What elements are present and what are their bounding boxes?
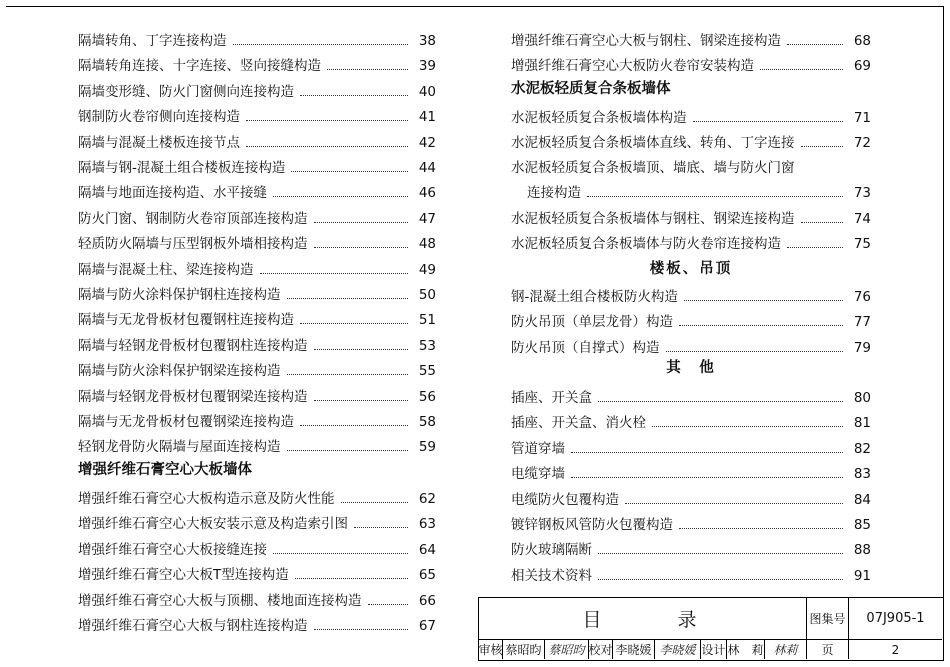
toc-entry (511, 102, 871, 126)
toc-entry (78, 254, 436, 278)
dot-leader (666, 350, 844, 352)
toc-entry-title: 轻钢龙骨防火隔墙与屋面连接构造 (78, 439, 281, 455)
toc-entry-title: 增强纤维石膏空心大板构造示意及防火性能 (78, 491, 335, 507)
page-frame-top (6, 6, 944, 7)
toc-entry-title: 隔墙与无龙骨板材包覆钢梁连接构造 (78, 414, 294, 430)
dot-leader (233, 43, 409, 45)
toc-entry-page: 59 (418, 439, 436, 455)
dot-leader (295, 577, 408, 579)
toc-entry-page: 77 (853, 314, 871, 330)
dot-leader (598, 400, 843, 402)
toc-entry-title: 增强纤维石膏空心大板与顶棚、楼地面连接构造 (78, 593, 362, 609)
dot-leader (587, 195, 843, 197)
toc-entry-page: 66 (418, 593, 436, 609)
dot-leader (354, 526, 408, 528)
toc-entry-title: 插座、开关盒 (511, 390, 592, 406)
toc-entry (511, 407, 871, 431)
toc-entry (78, 152, 436, 176)
toc-entry (78, 534, 436, 558)
dot-leader (300, 424, 408, 426)
title-char-2: 录 (677, 609, 703, 631)
dot-leader (598, 552, 843, 554)
toc-entry-title: 相关技术资料 (511, 568, 592, 584)
toc-entry-page: 50 (418, 287, 436, 303)
check-label: 校对 (589, 640, 613, 659)
toc-entry-page: 71 (853, 110, 871, 126)
toc-entry (78, 127, 436, 151)
toc-entry-title: 隔墙转角连接、十字连接、竖向接缝构造 (78, 58, 321, 74)
dot-leader (287, 449, 409, 451)
dot-leader (598, 578, 843, 580)
toc-entry (78, 50, 436, 74)
toc-entry-page: 63 (418, 516, 436, 532)
toc-entry-title: 增强纤维石膏空心大板T型连接构造 (78, 567, 289, 583)
toc-entry-title: 钢制防火卷帘侧向连接构造 (78, 109, 240, 125)
toc-entry-page: 79 (853, 340, 871, 356)
toc-entry-title: 增强纤维石膏空心大板防火卷帘安装构造 (511, 58, 754, 74)
toc-entry (78, 483, 436, 507)
toc-entry-page: 62 (418, 491, 436, 507)
toc-entry (78, 585, 436, 609)
dot-leader (314, 221, 409, 223)
toc-entry-title: 防火吊顶（自撑式）构造 (511, 340, 660, 356)
toc-entry-title: 增强纤维石膏空心大板接缝连接 (78, 542, 267, 558)
title-block-heading (479, 598, 807, 640)
atlas-number-label: 图集号 (807, 598, 849, 640)
toc-entry (78, 279, 436, 303)
toc-entry (511, 281, 871, 305)
toc-entry-page: 73 (853, 185, 871, 201)
toc-entry-title: 水泥板轻质复合条板墙体构造 (511, 110, 687, 126)
toc-entry (511, 382, 871, 406)
toc-entry (511, 228, 871, 252)
toc-entry (78, 76, 436, 100)
toc-entry-page: 51 (418, 312, 436, 328)
dot-leader (341, 501, 409, 503)
toc-entry-page: 75 (853, 236, 871, 252)
toc-entry (78, 406, 436, 430)
toc-entry-title: 隔墙与地面连接构造、水平接缝 (78, 185, 267, 201)
dot-leader (760, 68, 843, 70)
toc-entry-page: 55 (418, 363, 436, 379)
toc-entry-page: 38 (418, 33, 436, 49)
dot-leader (260, 272, 409, 274)
toc-entry-page: 81 (853, 415, 871, 431)
toc-entry (78, 508, 436, 532)
toc-entry-title: 隔墙变形缝、防火门窗侧向连接构造 (78, 84, 294, 100)
dot-leader (679, 527, 843, 529)
atlas-number-value: 07J905-1 (849, 598, 942, 640)
toc-entry-title: 隔墙与无龙骨板材包覆钢柱连接构造 (78, 312, 294, 328)
toc-entry-page: 72 (853, 135, 871, 151)
toc-entry-page: 82 (853, 441, 871, 457)
design-signature: 林莉 (765, 640, 807, 659)
toc-entry-title: 连接构造 (527, 185, 581, 201)
toc-entry (511, 534, 871, 558)
toc-entry-title: 水泥板轻质复合条板墙体直线、转角、丁字连接 (511, 135, 795, 151)
dot-leader (287, 297, 409, 299)
toc-entry-title: 水泥板轻质复合条板墙体与钢柱、钢梁连接构造 (511, 211, 795, 227)
toc-entry-title: 轻质防火隔墙与压型钢板外墙相接构造 (78, 236, 308, 252)
dot-leader (368, 603, 409, 605)
dot-leader (571, 451, 843, 453)
toc-entry-page: 56 (418, 389, 436, 405)
toc-entry-title: 钢-混凝土组合楼板防火构造 (511, 289, 678, 305)
toc-entry (78, 304, 436, 328)
toc-entry (511, 458, 871, 482)
toc-entry-title: 电缆防火包覆构造 (511, 492, 619, 508)
toc-entry (511, 560, 871, 584)
dot-leader (246, 145, 408, 147)
toc-entry (78, 431, 436, 455)
toc-entry (511, 203, 871, 227)
review-signature: 蔡昭昀 (545, 640, 589, 659)
dot-leader (246, 119, 408, 121)
toc-entry-line (511, 152, 871, 176)
toc-entry-title: 增强纤维石膏空心大板与钢柱连接构造 (78, 618, 308, 634)
page-number: 2 (891, 642, 900, 657)
toc-entry-page: 80 (853, 390, 871, 406)
toc-entry (78, 610, 436, 634)
toc-entry-title: 隔墙与混凝土楼板连接节点 (78, 135, 240, 151)
toc-entry-title: 隔墙与防火涂料保护钢柱连接构造 (78, 287, 281, 303)
dot-leader (652, 425, 843, 427)
toc-entry-page: 67 (418, 618, 436, 634)
toc-entry (511, 509, 871, 533)
toc-entry-title: 隔墙与钢-混凝土组合楼板连接构造 (78, 160, 286, 176)
dot-leader (327, 68, 408, 70)
dot-leader (684, 299, 843, 301)
toc-entry (78, 177, 436, 201)
toc-entry-page: 68 (853, 33, 871, 49)
title-char-1: 目 (582, 609, 608, 631)
dot-leader (571, 476, 843, 478)
dot-leader (693, 120, 844, 122)
dot-leader (679, 324, 843, 326)
toc-entry (78, 203, 436, 227)
toc-entry-title: 管道穿墙 (511, 441, 565, 457)
dot-leader (273, 195, 408, 197)
toc-entry (78, 355, 436, 379)
toc-entry (511, 433, 871, 457)
toc-entry-title: 镀锌钢板风管防火包覆构造 (511, 517, 673, 533)
toc-entry-title: 增强纤维石膏空心大板与钢柱、钢梁连接构造 (511, 33, 781, 49)
toc-entry-page: 39 (418, 58, 436, 74)
toc-entry-page: 91 (853, 568, 871, 584)
dot-leader (801, 145, 844, 147)
dot-leader (291, 170, 408, 172)
dot-leader (300, 322, 408, 324)
dot-leader (787, 43, 843, 45)
dot-leader (273, 552, 408, 554)
toc-entry (511, 332, 871, 356)
toc-entry (511, 484, 871, 508)
review-name: 蔡昭昀 (503, 640, 545, 659)
toc-entry-title: 隔墙与混凝土柱、梁连接构造 (78, 262, 254, 278)
toc-entry-title: 隔墙转角、丁字连接构造 (78, 33, 227, 49)
toc-entry (78, 228, 436, 252)
check-signature: 李晓媛 (655, 640, 701, 659)
toc-entry-page: 53 (418, 338, 436, 354)
dot-leader (787, 246, 843, 248)
toc-entry-page: 65 (418, 567, 436, 583)
toc-entry-page: 44 (418, 160, 436, 176)
toc-entry-title: 水泥板轻质复合条板墙顶、墙底、墙与防火门窗 (511, 160, 795, 176)
toc-entry (511, 306, 871, 330)
toc-entry (78, 25, 436, 49)
toc-entry (511, 25, 871, 49)
toc-entry (78, 559, 436, 583)
dot-leader (801, 221, 844, 223)
toc-entry-page: 47 (418, 211, 436, 227)
toc-entry-title: 增强纤维石膏空心大板安装示意及构造索引图 (78, 516, 348, 532)
toc-entry-page: 74 (853, 211, 871, 227)
toc-entry-title: 防火吊顶（单层龙骨）构造 (511, 314, 673, 330)
dot-leader (314, 348, 409, 350)
toc-entry-page: 40 (418, 84, 436, 100)
review-label: 审核 (479, 640, 503, 659)
toc-entry-title: 隔墙与轻钢龙骨板材包覆钢柱连接构造 (78, 338, 308, 354)
toc-entry (511, 177, 871, 201)
section-heading-fiber-gypsum: 增强纤维石膏空心大板墙体 (78, 462, 252, 478)
toc-entry (511, 127, 871, 151)
design-label: 设计 (701, 640, 727, 659)
dot-leader (314, 399, 409, 401)
toc-entry-title: 水泥板轻质复合条板墙体与防火卷帘连接构造 (511, 236, 781, 252)
toc-entry-title: 防火玻璃隔断 (511, 542, 592, 558)
dot-leader (314, 628, 409, 630)
toc-entry (78, 101, 436, 125)
toc-entry-title: 隔墙与轻钢龙骨板材包覆钢梁连接构造 (78, 389, 308, 405)
toc-entry-page: 88 (853, 542, 871, 558)
toc-entry-page: 85 (853, 517, 871, 533)
section-heading-cement-board: 水泥板轻质复合条板墙体 (511, 81, 671, 97)
page-label: 页 (807, 640, 849, 659)
toc-entry-page: 83 (853, 466, 871, 482)
toc-entry-title: 电缆穿墙 (511, 466, 565, 482)
dot-leader (314, 246, 409, 248)
section-heading-others: 其 他 (666, 360, 716, 376)
toc-entry (78, 381, 436, 405)
title-block (478, 597, 944, 661)
section-heading-floor-ceiling: 楼板、吊顶 (649, 261, 733, 277)
design-name: 林 莉 (727, 640, 765, 659)
page-frame-right (943, 6, 944, 661)
toc-entry-page: 58 (418, 414, 436, 430)
toc-entry (511, 50, 871, 74)
toc-entry-page: 84 (853, 492, 871, 508)
toc-entry-page: 69 (853, 58, 871, 74)
signature-row (479, 640, 942, 660)
toc-entry-page: 42 (418, 135, 436, 151)
toc-entry-page: 48 (418, 236, 436, 252)
toc-entry-page: 49 (418, 262, 436, 278)
check-name: 李晓媛 (613, 640, 655, 659)
toc-entry-title: 插座、开关盒、消火栓 (511, 415, 646, 431)
toc-entry-title: 防火门窗、钢制防火卷帘顶部连接构造 (78, 211, 308, 227)
toc-entry-page: 64 (418, 542, 436, 558)
toc-entry-title: 隔墙与防火涂料保护钢梁连接构造 (78, 363, 281, 379)
dot-leader (625, 502, 843, 504)
toc-entry-page: 76 (853, 289, 871, 305)
dot-leader (300, 94, 408, 96)
toc-entry-page: 46 (418, 185, 436, 201)
toc-entry (78, 330, 436, 354)
dot-leader (287, 373, 409, 375)
toc-entry-page: 41 (418, 109, 436, 125)
